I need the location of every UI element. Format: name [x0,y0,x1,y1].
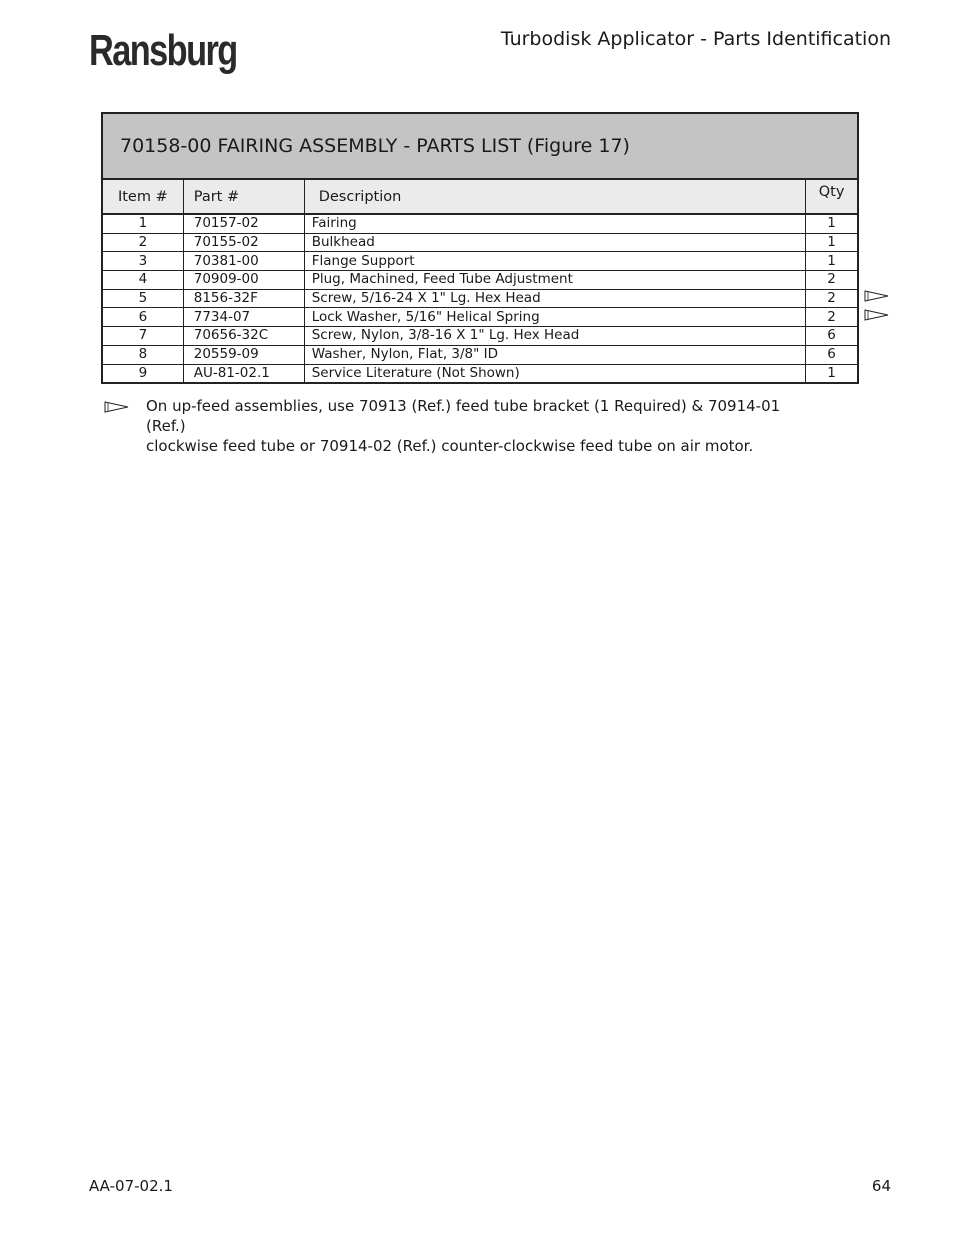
footnote-line-2: clockwise feed tube or 70914-02 (Ref.) counter-clockwise feed tube on air motor. [146,437,754,455]
page-header-title: Turbodisk Applicator - Parts Identification [500,28,891,50]
flag-icon [104,401,130,413]
item-number: 9 [102,364,183,383]
part-number: 70909-00 [183,271,304,290]
column-header-description: Description [304,179,805,214]
part-number: 70155-02 [183,233,304,252]
part-number: 70656-32C [183,327,304,346]
item-number: 5 [102,289,183,308]
table-title: 70158-00 FAIRING ASSEMBLY - PARTS LIST (Figure 17) [102,113,858,179]
part-description: Lock Washer, 5/16" Helical Spring [304,308,805,327]
part-qty: 1 [806,233,858,252]
table-header-row [102,179,858,214]
table-row [102,308,858,327]
part-qty: 2 [806,289,858,308]
part-qty: 1 [806,214,858,233]
part-qty: 2 [806,308,858,327]
part-description: Fairing [304,214,805,233]
part-number: 20559-09 [183,345,304,364]
part-description: Flange Support [304,252,805,271]
table-row [102,233,858,252]
parts-list-table [101,112,859,384]
part-qty: 2 [806,271,858,290]
item-number: 4 [102,271,183,290]
table-row [102,214,858,233]
ransburg-logo: Ransburg [89,26,237,75]
part-description: Screw, Nylon, 3/8-16 X 1" Lg. Hex Head [304,327,805,346]
item-number: 8 [102,345,183,364]
column-header-part: Part # [183,179,304,214]
item-number: 7 [102,327,183,346]
part-number: AU-81-02.1 [183,364,304,383]
table-row [102,252,858,271]
item-number: 1 [102,214,183,233]
part-qty: 6 [806,327,858,346]
part-description: Plug, Machined, Feed Tube Adjustment [304,271,805,290]
part-description: Service Literature (Not Shown) [304,364,805,383]
column-header-item: Item # [102,179,183,214]
table-row [102,289,858,308]
part-description: Bulkhead [304,233,805,252]
document-number: AA-07-02.1 [89,1177,173,1195]
part-number: 70381-00 [183,252,304,271]
table-row [102,327,858,346]
part-qty: 1 [806,252,858,271]
part-description: Washer, Nylon, Flat, 3/8" ID [304,345,805,364]
part-number: 8156-32F [183,289,304,308]
item-number: 6 [102,308,183,327]
column-header-qty: Qty [806,179,858,214]
part-number: 7734-07 [183,308,304,327]
flag-icon [864,309,890,321]
part-qty: 1 [806,364,858,383]
flag-icon [864,290,890,302]
table-row [102,345,858,364]
item-number: 3 [102,252,183,271]
footnote-line-1: On up-feed assemblies, use 70913 (Ref.) feed tube bracket (1 Required) & 70914-01 (Ref.) [146,397,781,435]
part-qty: 6 [806,345,858,364]
table-row [102,271,858,290]
part-description: Screw, 5/16-24 X 1" Lg. Hex Head [304,289,805,308]
footnote-text [146,396,806,456]
table-row [102,364,858,383]
part-number: 70157-02 [183,214,304,233]
page-number: 64 [871,1177,891,1195]
item-number: 2 [102,233,183,252]
